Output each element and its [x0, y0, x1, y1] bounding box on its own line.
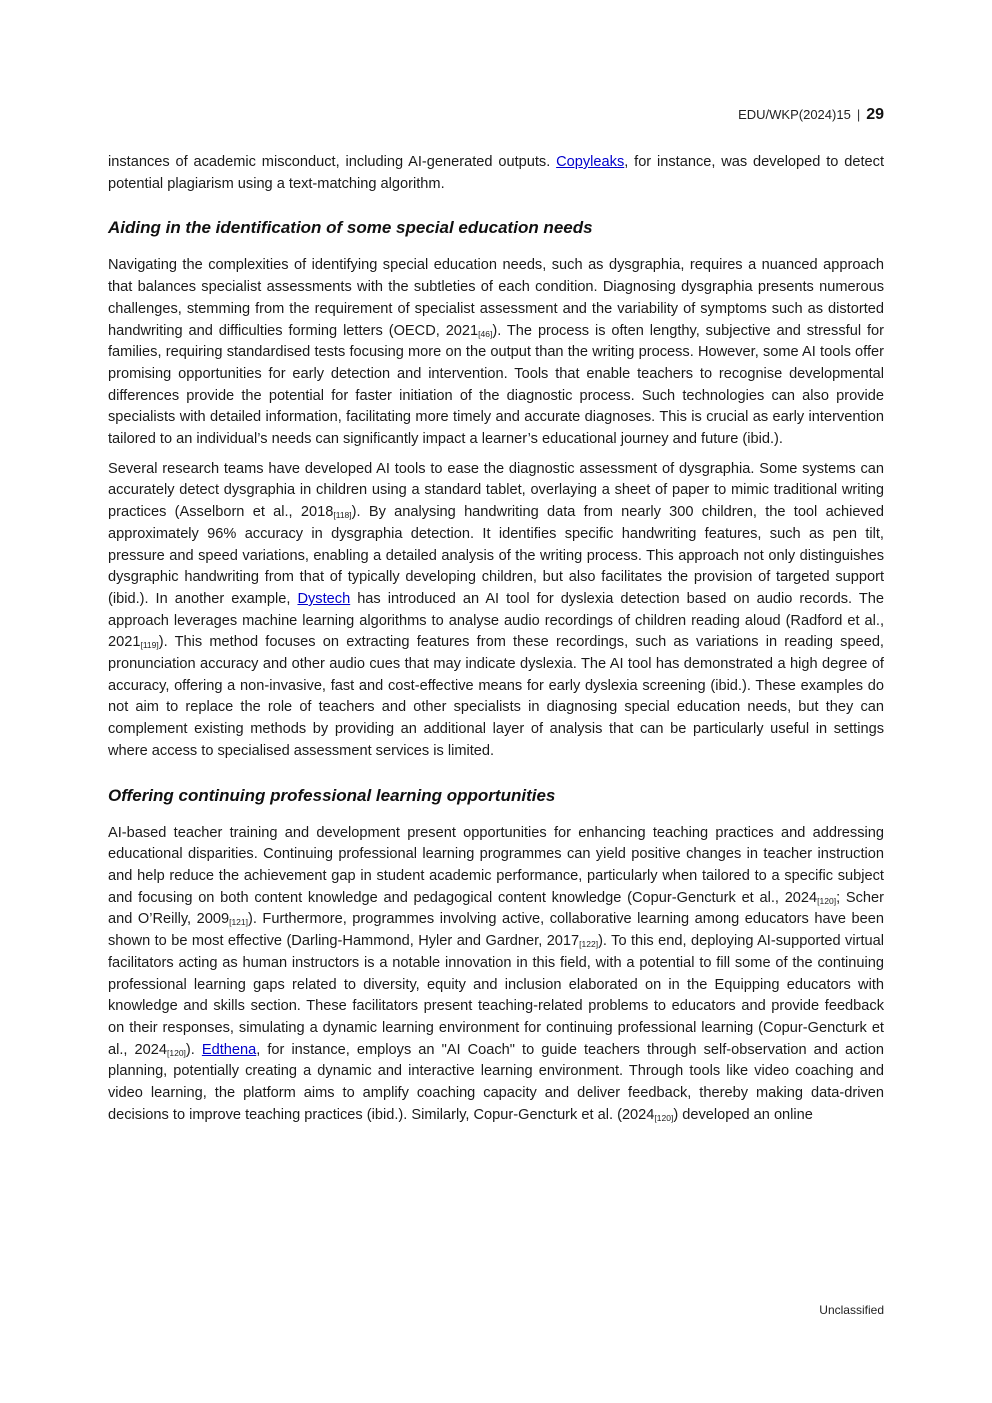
edthena-link[interactable]: Edthena [201, 1041, 257, 1058]
text-span: ). By analysing handwriting data from nearly 300 children, the tool achieved approximately 96% accuracy in dysgraphia detection. It identifies specific handwriting features, such as pen tilt, pressure and speed variations, enabling a detailed analysis of the writing process. This approach not only distinguishes dysgraphic handwriting from that of typically developing children, but also facilitates the provision of targeted support (ibid.). In another example, [108, 504, 884, 607]
citation-ref: [120] [654, 1112, 674, 1123]
dystech-link[interactable]: Dystech [297, 590, 351, 607]
text-span: instances of academic misconduct, including AI-generated outputs. [108, 154, 557, 170]
citation-ref: [121] [229, 917, 248, 928]
section-heading-professional-learning: Offering continuing professional learning opportunities [108, 785, 556, 805]
citation-ref: [118] [333, 510, 352, 521]
copyleaks-link[interactable]: Copyleaks [556, 154, 625, 170]
section-heading-special-education: Aiding in the identification of some special education needs [108, 218, 593, 238]
citation-ref: [46] [478, 328, 493, 339]
text-span: ; Scher and O’Reilly, 2009 [108, 889, 884, 928]
text-span: ). This method focuses on extracting features from these recordings, such as variations in reading speed, pronunciation accuracy and other audio cues that may indicate dyslexia. The AI tool has demonstrated a high degree of accuracy, offering a non-invasive, fast and cost-effective means for early dyslexia screening (ibid.). These examples do not aim to replace the role of teachers and other specialists in diagnosing special education needs, but they can complement existing methods by providing an additional layer of analysis that can be particularly useful in settings where access to specialised assessment services is limited. [108, 634, 884, 759]
text-span: ). Furthermore, programmes involving active, collaborative learning among educators have been shown to be most effective (Darling-Hammond, Hyler and Gardner, 2017 [108, 911, 884, 950]
citation-ref: [122] [579, 939, 599, 950]
citation-ref: [119] [140, 640, 159, 651]
text-span: ). The process is often lengthy, subjective and stressful for families, requiring standardised tests focusing more on the output than the writing process. However, some AI tools offer promising opportunities for early detection and intervention. Tools that enable teachers to recognise developmental differences provide the potential for faster initiation of the diagnostic process. Such technologies can also provide specialists with detailed information, facilitating more timely and accurate diagnoses. This is crucial as early intervention tailored to an individual’s needs can significantly impact a learner’s educational journey and future (ibid.). [108, 322, 884, 448]
document-code: EDU/WKP(2024)15 [738, 107, 851, 122]
paragraph-dysgraphia-challenges [108, 255, 884, 450]
citation-ref: [120] [167, 1047, 186, 1058]
text-span: ) developed an online [673, 1106, 813, 1123]
page-body [108, 152, 884, 1126]
text-span: ). [185, 1041, 202, 1058]
page-header [738, 106, 884, 124]
text-span: , for instance, employs an "AI Coach" to guide teachers through self-observation and action planning, potentially creating a dynamic and interactive learning environment. Through tools like video coaching and video learning, the platform aims to amplify coaching capacity and deliver feedback, thereby making data-driven decisions to improve teaching practices (ibid.). Similarly, Copur-Gencturk et al. (2024 [108, 1041, 884, 1123]
paragraph-misconduct [108, 152, 884, 195]
classification-label: Unclassified [819, 1303, 884, 1317]
paragraph-ai-diagnostic-tools [108, 459, 884, 763]
paragraph-teacher-training [108, 823, 884, 1127]
text-span: , for instance, was developed to detect potential plagiarism using a text-matching algorithm. [108, 154, 884, 192]
text-span: Several research teams have developed AI tools to ease the diagnostic assessment of dysgraphia. Some systems can accurately detect dysgraphia in children using a standard tablet, overlaying a sheet of paper to mimic traditional writing practices (Asselborn et al., 2018 [108, 460, 884, 521]
page-number: 29 [866, 106, 884, 123]
citation-ref: [120] [817, 895, 837, 906]
text-span: has introduced an AI tool for dyslexia detection based on audio records. The approach leverages machine learning algorithms to analyse audio recordings of children reading aloud (Radford et al., 2021 [108, 590, 884, 651]
text-span: ). To this end, deploying AI-supported virtual facilitators acting as human instructors is a notable innovation in this field, with a potential to fill some of the continuing professional learning gaps related to diversity, equity and inclusion elaborated on in the Equipping educators with knowledge and skills section. These facilitators present teaching-related problems to educators and provide feedback on their responses, simulating a dynamic learning environment for continuing professional learning (Copur-Gencturk et al., 2024 [108, 933, 884, 1058]
text-span: AI-based teacher training and development present opportunities for enhancing teaching practices and addressing educational disparities. Continuing professional learning programmes can yield positive changes in teacher instruction and help reduce the achievement gap in student academic performance, particularly when tailored to a specific subject and focusing on both content knowledge and pedagogical content knowledge (Copur-Gencturk et al., 2024 [108, 824, 884, 906]
text-span: Navigating the complexities of identifying special education needs, such as dysgraphia, requires a nuanced approach that balances specialist assessments with the subtleties of each condition. Diagnosing dysgraphia presents numerous challenges, stemming from the requirement of specialist assessment and the variability of symptoms such as distorted handwriting and difficulties forming letters (OECD, 2021 [108, 257, 884, 339]
header-separator: | [856, 107, 861, 122]
